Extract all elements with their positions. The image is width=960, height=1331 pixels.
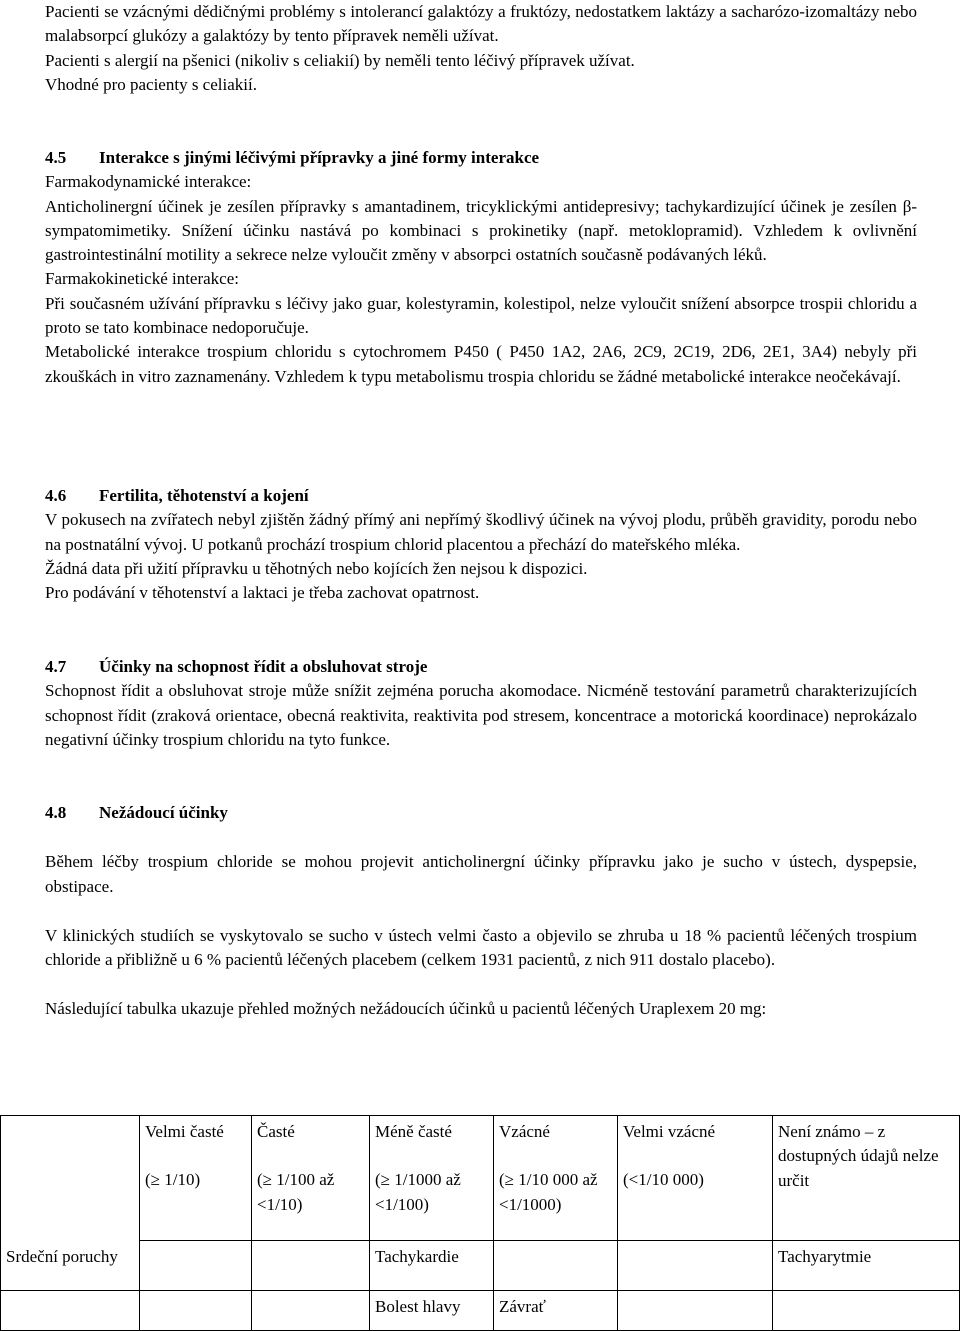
table-header-cell [252,1116,370,1241]
table-header-cell [140,1116,252,1241]
frequency-label: Méně časté [375,1122,452,1141]
table-header-cell [370,1116,494,1241]
section-heading [45,146,917,170]
table-cell [252,1241,370,1291]
fertility-paragraph-3: Pro podávání v těhotenství a laktaci je třeba zachovat opatrnost. [45,583,480,603]
table-row [1,1241,960,1291]
adverse-paragraph-1: Během léčby trospium chloride se mohou projevit anticholinergní účinky přípravku jako je sucho v ústech, dyspepsie, obstipace. [45,852,917,896]
section-4-8 [45,801,917,1022]
table-cell: Bolest hlavy [370,1291,494,1331]
frequency-label: Vzácné [499,1122,550,1141]
pharmacokinetic-text: Při současném užívání přípravku s léčivy jako guar, kolestyramin, kolestipol, nelze vyloučit snížení absorpce trospii chloridu a proto se tato kombinace nedoporučuje. [45,293,917,338]
table-cell [618,1241,773,1291]
adverse-effects-table [0,1115,960,1331]
frequency-range: (<1/10 000) [623,1170,704,1190]
organ-class-cell [1,1291,140,1331]
table-header-cell [618,1116,773,1241]
section-title: Nežádoucí účinky [99,803,228,822]
fertility-paragraph-1: V pokusech na zvířatech nebyl zjištěn žádný přímý ani nepřímý škodlivý účinek na vývoj plodu, průběh gravidity, porodu nebo na postnatální vývoj. U potkanů prochází trospium chlorid placentou a přechází do mateřského mléka. [45,510,917,554]
table-cell [618,1291,773,1331]
table-cell [252,1291,370,1331]
organ-class-cell: Srdeční poruchy [1,1241,140,1291]
section-4-7 [45,655,917,752]
section-number: 4.6 [45,486,67,505]
frequency-range: (≥ 1/1000 až <1/100) [375,1170,461,1214]
table-cell: Závrať [494,1291,618,1331]
adverse-paragraph-3: Následující tabulka ukazuje přehled možných nežádoucích účinků u pacientů léčených Uraplexem 20 mg: [45,999,767,1019]
section-4-5 [45,146,917,389]
section-title: Interakce s jinými léčivými přípravky a jiné formy interakce [99,148,540,167]
table-cell [773,1291,960,1331]
intro-block [45,0,917,97]
adverse-paragraph-2: V klinických studiích se vyskytovalo se sucho v ústech velmi často a objevilo se zhruba u 18 % pacientů léčených trospium chloride a přibližně u 6 % pacientů léčených placebem (celkem 1931 pacientů, z nich 911 dostalo placebo). [45,925,917,970]
metabolic-interactions-text: Metabolické interakce trospium chloridu s cytochromem P450 ( P450 1A2, 2A6, 2C9, 2C19, 2D6, 2E1, 3A4) nebyly při zkouškách in vitro zaznamenány. Vzhledem k typu metabolismu trospia chloridu se žádné metabolické interakce neočekávají. [45,342,917,386]
section-title: Fertilita, těhotenství a kojení [99,486,309,505]
section-title: Účinky na schopnost řídit a obsluhovat stroje [99,657,428,676]
frequency-range: (≥ 1/10) [145,1170,201,1190]
frequency-range: (≥ 1/10 000 až <1/1000) [499,1170,598,1214]
table-corner-cell [1,1116,140,1241]
table-cell: Tachykardie [370,1241,494,1291]
pharmacokinetic-heading: Farmakokinetické interakce: [45,269,239,289]
intro-paragraph-2: Pacienti s alergií na pšenici (nikoliv s celiakií) by neměli tento léčivý přípravek užívat. [45,50,635,70]
frequency-label: Velmi vzácné [623,1122,716,1141]
section-4-6 [45,484,917,605]
section-heading [45,484,917,508]
frequency-range: (≥ 1/100 až <1/10) [257,1170,335,1214]
table-header-cell [773,1116,960,1241]
table-cell [140,1241,252,1291]
pharmacodynamic-text: Anticholinergní účinek je zesílen přípravky s amantadinem, tricyklickými antidepresivy; tachykardizující účinek je zesílen β-sympatomimetiky. Snížení účinku nastává po kombinaci s prokinetiky (např. metoklopramid). Vzhledem k ovlivnění gastrointestinální motility a sekrece nelze vyloučit změny v absorpci ostatních současně podávaných léků. [45,196,917,265]
fertility-paragraph-2: Žádná data při užití přípravku u těhotných nebo kojících žen nejsou k dispozici. [45,558,588,578]
driving-paragraph: Schopnost řídit a obsluhovat stroje může snížit zejména porucha akomodace. Nicméně testování parametrů charakterizujících schopnost řídit (zraková orientace, obecná reaktivita, reaktivita pod stresem, koncentrace a motorická koordinace) neprokázalo negativní účinky trospium chloridu na tyto funkce. [45,681,917,749]
table-row [1,1291,960,1331]
table-cell [494,1241,618,1291]
intro-paragraph-1: Pacienti se vzácnými dědičnými problémy s intolerancí galaktózy a fruktózy, nedostatkem laktázy a sacharózo-izomaltázy nebo malabsorpcí glukózy a galaktózy by tento přípravek neměli užívat. [45,2,917,46]
section-number: 4.8 [45,803,67,822]
intro-paragraph-3: Vhodné pro pacienty s celiakií. [45,74,257,94]
frequency-label: Časté [257,1122,295,1141]
table-cell [140,1291,252,1331]
section-number: 4.7 [45,657,67,676]
table-header-cell [494,1116,618,1241]
table-cell: Tachyarytmie [773,1241,960,1291]
frequency-label: Není známo – z dostupných údajů nelze určit [778,1122,939,1190]
frequency-label: Velmi časté [145,1122,224,1141]
section-heading [45,801,917,825]
table-header-row [1,1116,960,1241]
pharmacodynamic-heading: Farmakodynamické interakce: [45,172,252,192]
section-heading [45,655,917,679]
section-number: 4.5 [45,148,67,167]
